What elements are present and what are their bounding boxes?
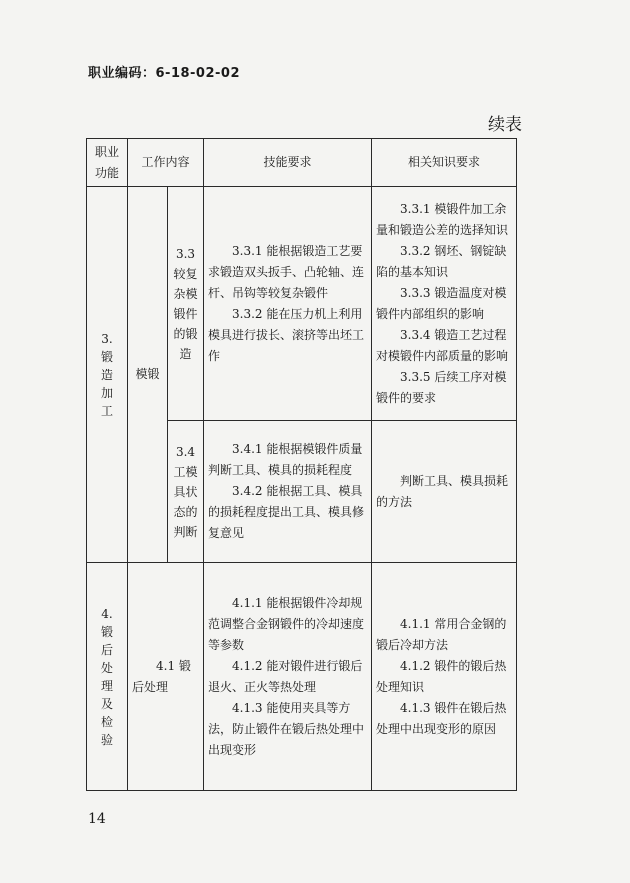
header-knowledge: 相关知识要求 — [372, 139, 517, 187]
table-header-row — [87, 139, 517, 187]
unit-3-4-knowledge — [372, 421, 517, 563]
unit-title-line: 工模 — [173, 464, 198, 479]
unit-title-line: 造 — [179, 346, 192, 361]
skill-item: 3.3.1 能根据锻造工艺要求锻造双头扳手、凸轮轴、连杆、吊钩等较复杂锻件 — [208, 243, 365, 300]
header-content: 工作内容 — [128, 139, 204, 187]
page-number: 14 — [88, 811, 106, 827]
skill-item: 3.4.2 能根据工具、模具的损耗程度提出工具、模具修复意见 — [208, 484, 365, 540]
unit-title-line: 态的 — [173, 504, 198, 519]
header-function-line1: 职业 — [94, 144, 119, 159]
function-4-char: 及 — [100, 696, 113, 711]
skill-item: 3.4.1 能根据模锻件质量判断工具、模具的损耗程度 — [208, 442, 363, 477]
function-4-char: 处 — [100, 660, 113, 675]
function-cell-3 — [87, 187, 128, 563]
function-3-char: 加 — [100, 385, 113, 400]
continued-label: 续表 — [488, 115, 522, 135]
function-3-label — [100, 330, 114, 420]
unit-title-line: 锻件 — [173, 306, 198, 321]
knowledge-item: 3.3.1 模锻件加工余量和锻造公差的选择知识 — [376, 201, 509, 237]
unit-title-line: 的锻 — [173, 326, 198, 341]
unit-title-line: 3.4 — [175, 444, 196, 459]
unit-3-4-title — [168, 421, 204, 563]
unit-title-line: 判断 — [173, 524, 198, 539]
knowledge-item: 3.3.3 锻造温度对模锻件内部组织的影响 — [376, 285, 507, 321]
requirements-table — [86, 138, 517, 791]
unit-title-line: 杂模 — [173, 286, 198, 301]
function-4-char: 验 — [100, 732, 113, 747]
function-4-char: 检 — [100, 714, 113, 729]
table-row — [87, 187, 517, 421]
unit-title-line: 4.1 锻后处理 — [132, 658, 191, 694]
occupation-code: 职业编码：6-18-02-02 — [88, 66, 241, 81]
unit-title-line: 较复 — [173, 266, 198, 281]
unit-title-line: 3.3 — [175, 246, 196, 261]
skill-item: 4.1.2 能对锻件进行锻后退火、正火等热处理 — [208, 658, 363, 694]
knowledge-item: 4.1.1 常用合金钢的锻后冷却方法 — [376, 616, 507, 652]
function-3-char: 工 — [100, 403, 113, 418]
unit-title-line: 具状 — [173, 484, 198, 499]
function-4-char: 理 — [100, 678, 113, 693]
function-4-number: 4. — [101, 606, 113, 621]
unit-4-1-skills — [204, 563, 372, 791]
skill-item: 4.1.3 能使用夹具等方法，防止锻件在锻后热处理中出现变形 — [208, 700, 365, 757]
table-row — [87, 563, 517, 791]
function-4-char: 后 — [100, 642, 113, 657]
skill-item: 4.1.1 能根据锻件冷却规范调整合金钢锻件的冷却速度等参数 — [208, 595, 365, 652]
knowledge-item: 3.3.2 钢坯、钢锭缺陷的基本知识 — [376, 243, 507, 279]
unit-3-3-skills — [204, 187, 372, 421]
skill-item: 3.3.2 能在压力机上利用模具进行拔长、滚挤等出坯工作 — [208, 306, 365, 363]
unit-3-3-knowledge — [372, 187, 517, 421]
knowledge-item: 判断工具、模具损耗的方法 — [376, 473, 509, 509]
function-3-number: 3. — [101, 331, 113, 346]
sub-area-cell: 模锻 — [128, 187, 168, 563]
unit-3-3-title — [168, 187, 204, 421]
function-3-char: 造 — [100, 367, 113, 382]
knowledge-item: 3.3.4 锻造工艺过程对模锻件内部质量的影响 — [376, 327, 509, 363]
knowledge-item: 4.1.2 锻件的锻后热处理知识 — [376, 658, 507, 694]
function-3-char: 锻 — [100, 349, 113, 364]
knowledge-item: 3.3.5 后续工序对模锻件的要求 — [376, 369, 507, 405]
header-skills: 技能要求 — [204, 139, 372, 187]
unit-4-1-title — [128, 563, 204, 791]
header-function-line2: 功能 — [94, 165, 119, 180]
unit-4-1-knowledge — [372, 563, 517, 791]
function-4-char: 锻 — [100, 624, 113, 639]
knowledge-item: 4.1.3 锻件在锻后热处理中出现变形的原因 — [376, 700, 507, 736]
function-cell-4 — [87, 563, 128, 791]
function-4-label — [100, 605, 114, 749]
header-function — [87, 139, 128, 187]
unit-3-4-skills — [204, 421, 372, 563]
